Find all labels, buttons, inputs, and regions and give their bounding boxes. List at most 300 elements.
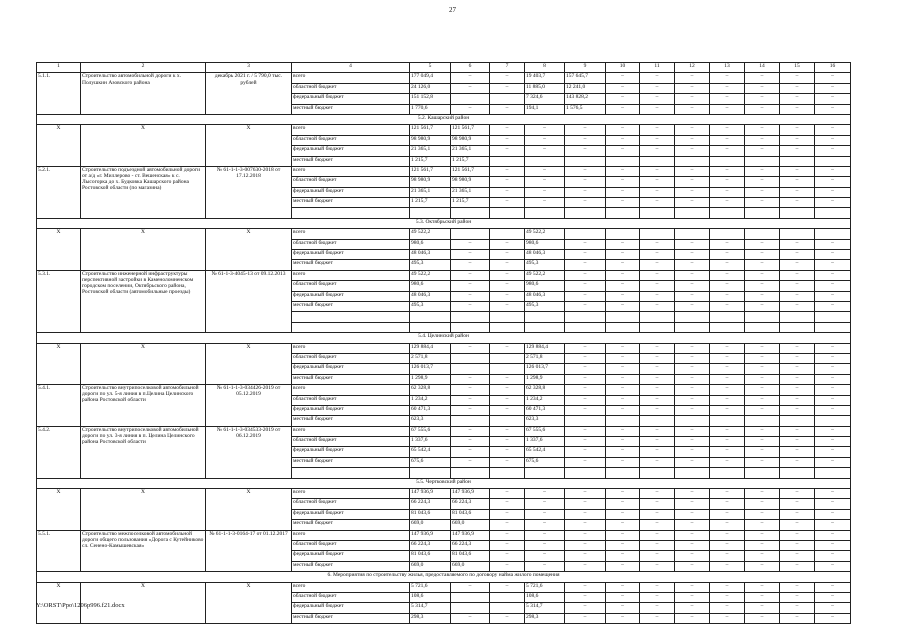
value-cell: – (745, 353, 780, 363)
item-document: № 61-1-3-4045-13 от 09.12.2013 (206, 270, 292, 332)
value-cell (490, 468, 525, 478)
value-cell: – (710, 353, 745, 363)
value-cell (451, 416, 490, 426)
value-cell: – (710, 260, 745, 270)
value-cell: – (675, 135, 710, 145)
item-document: X (206, 582, 292, 624)
value-cell: – (675, 592, 710, 602)
item-document: № 61-1-1-3-034426-2019 от 05.12.2019 (206, 385, 292, 427)
value-cell: – (675, 270, 710, 280)
value-cell (675, 416, 710, 426)
value-cell: 21 365,1 (410, 187, 451, 197)
value-cell (565, 208, 606, 218)
value-cell: – (565, 530, 606, 540)
value-cell: – (745, 146, 780, 156)
value-cell: – (565, 239, 606, 249)
funding-source: федеральный бюджет (292, 250, 410, 260)
funding-source: местный бюджет (292, 260, 410, 270)
value-cell (710, 229, 745, 239)
value-cell: – (606, 187, 640, 197)
value-cell: – (780, 520, 815, 530)
value-cell: – (675, 457, 710, 467)
value-cell: 24 126,0 (410, 83, 451, 93)
value-cell: 81 043,6 (451, 551, 490, 561)
value-cell: – (565, 395, 606, 405)
funding-source: местный бюджет (292, 198, 410, 208)
value-cell: – (745, 426, 780, 436)
value-cell: – (745, 405, 780, 415)
value-cell: – (606, 125, 640, 135)
value-cell: – (815, 343, 851, 353)
value-cell: 66 224,3 (410, 499, 451, 509)
value-cell: 121 561,7 (451, 125, 490, 135)
value-cell (710, 312, 745, 322)
funding-source: федеральный бюджет (292, 94, 410, 104)
value-cell: – (710, 343, 745, 353)
value-cell: – (640, 187, 675, 197)
value-cell: 675,6 (525, 457, 565, 467)
value-cell: – (640, 561, 675, 571)
value-cell: – (640, 385, 675, 395)
value-cell: – (606, 353, 640, 363)
table-row (37, 582, 851, 592)
value-cell: – (606, 94, 640, 104)
value-cell (451, 94, 490, 104)
value-cell: – (525, 187, 565, 197)
value-cell: 1 298,9 (410, 374, 451, 384)
value-cell: – (606, 561, 640, 571)
value-cell: – (640, 509, 675, 519)
value-cell: – (606, 489, 640, 499)
value-cell: – (745, 374, 780, 384)
value-cell: – (490, 520, 525, 530)
table-row (37, 229, 851, 239)
value-cell: – (710, 509, 745, 519)
header-cell: 15 (780, 63, 815, 73)
value-cell: 81 043,6 (451, 509, 490, 519)
value-cell: 2 571,8 (525, 353, 565, 363)
value-cell: – (815, 530, 851, 540)
value-cell (815, 208, 851, 218)
value-cell: – (606, 83, 640, 93)
value-cell (410, 312, 451, 322)
value-cell: – (490, 166, 525, 176)
value-cell: – (815, 135, 851, 145)
value-cell (565, 229, 606, 239)
value-cell: – (640, 104, 675, 114)
header-cell: 4 (292, 63, 410, 73)
value-cell: – (451, 104, 490, 114)
value-cell: – (640, 177, 675, 187)
header-cell: 14 (745, 63, 780, 73)
value-cell: – (745, 551, 780, 561)
funding-source: всего (292, 489, 410, 499)
value-cell: 623,3 (410, 416, 451, 426)
value-cell: – (815, 260, 851, 270)
value-cell: – (745, 613, 780, 623)
value-cell: – (451, 405, 490, 415)
value-cell: – (490, 374, 525, 384)
value-cell (565, 468, 606, 478)
value-cell: – (490, 509, 525, 519)
value-cell: – (780, 561, 815, 571)
value-cell: 147 936,9 (410, 530, 451, 540)
value-cell: 147 936,9 (451, 489, 490, 499)
value-cell: 7 324,6 (525, 94, 565, 104)
value-cell: – (606, 291, 640, 301)
value-cell: – (640, 520, 675, 530)
value-cell: 5 721,6 (410, 582, 451, 592)
value-cell: – (675, 301, 710, 311)
item-document: декабрь 2021 г. / 5 790,0 тыс. рублей (206, 73, 292, 115)
value-cell: – (780, 166, 815, 176)
value-cell: – (565, 509, 606, 519)
value-cell: – (745, 489, 780, 499)
value-cell: – (490, 561, 525, 571)
item-document: X (206, 489, 292, 531)
value-cell: – (815, 457, 851, 467)
value-cell: – (675, 561, 710, 571)
value-cell: 21 365,1 (410, 146, 451, 156)
value-cell: – (780, 281, 815, 291)
value-cell: – (490, 426, 525, 436)
value-cell (745, 208, 780, 218)
value-cell: – (640, 551, 675, 561)
item-name: Строительство межпоселковой автомобильной дороги общего пользования «Дорога с Кутейниково сл. Сенено-Камышевская» (81, 530, 206, 572)
value-cell (675, 229, 710, 239)
value-cell: – (490, 499, 525, 509)
funding-source: местный бюджет (292, 561, 410, 571)
funding-source: федеральный бюджет (292, 603, 410, 613)
value-cell: – (451, 385, 490, 395)
value-cell (525, 312, 565, 322)
value-cell: – (640, 135, 675, 145)
value-cell: – (606, 447, 640, 457)
header-cell: 9 (565, 63, 606, 73)
value-cell: 67 555,6 (410, 426, 451, 436)
value-cell: – (606, 437, 640, 447)
funding-source: местный бюджет (292, 374, 410, 384)
value-cell: 5 314,7 (410, 603, 451, 613)
value-cell (565, 156, 606, 166)
header-cell: 7 (490, 63, 525, 73)
value-cell (815, 156, 851, 166)
funding-source: областной бюджет (292, 395, 410, 405)
value-cell: – (640, 592, 675, 602)
value-cell (710, 156, 745, 166)
budget-table (36, 62, 851, 624)
value-cell (490, 364, 525, 374)
value-cell: 49 522,2 (410, 270, 451, 280)
value-cell (745, 156, 780, 166)
section-title: 5.2. Кашарский район (37, 114, 851, 124)
value-cell: – (745, 260, 780, 270)
value-cell: – (710, 405, 745, 415)
value-cell: 121 561,7 (410, 125, 451, 135)
value-cell: – (815, 613, 851, 623)
value-cell: 1 576,5 (565, 104, 606, 114)
value-cell: – (710, 166, 745, 176)
value-cell: 81 043,6 (410, 509, 451, 519)
value-cell: – (710, 301, 745, 311)
value-cell (451, 312, 490, 322)
value-cell: 147 936,9 (410, 489, 451, 499)
value-cell: 67 555,6 (525, 426, 565, 436)
value-cell: – (675, 603, 710, 613)
value-cell (606, 468, 640, 478)
item-number: 5.4.2. (37, 426, 81, 478)
value-cell: 298,3 (525, 613, 565, 623)
item-name: Строительство автомобильной дороги к х. Полушкин Азовского района (81, 73, 206, 115)
value-cell: – (606, 509, 640, 519)
value-cell (675, 322, 710, 332)
value-cell: – (565, 198, 606, 208)
value-cell: 108,6 (525, 592, 565, 602)
value-cell: – (565, 135, 606, 145)
value-cell: 98 980,9 (451, 135, 490, 145)
value-cell: – (745, 582, 780, 592)
value-cell: – (565, 540, 606, 550)
value-cell: – (565, 374, 606, 384)
value-cell: – (606, 582, 640, 592)
value-cell: – (490, 582, 525, 592)
value-cell: – (815, 551, 851, 561)
value-cell: – (745, 509, 780, 519)
value-cell: – (640, 374, 675, 384)
table-row (37, 385, 851, 395)
value-cell: – (745, 281, 780, 291)
table-row (37, 530, 851, 540)
value-cell: – (451, 291, 490, 301)
value-cell: – (815, 83, 851, 93)
value-cell: 495,3 (525, 260, 565, 270)
value-cell (451, 603, 490, 613)
value-cell (451, 592, 490, 602)
value-cell: – (565, 301, 606, 311)
page-number: 27 (449, 6, 456, 14)
value-cell: – (451, 437, 490, 447)
value-cell: – (710, 291, 745, 301)
value-cell: – (451, 281, 490, 291)
item-number: 5.1.1. (37, 73, 81, 115)
value-cell: – (490, 291, 525, 301)
value-cell: – (745, 177, 780, 187)
funding-source: местный бюджет (292, 520, 410, 530)
funding-source: федеральный бюджет (292, 405, 410, 415)
value-cell (780, 322, 815, 332)
value-cell: – (606, 405, 640, 415)
value-cell: – (565, 405, 606, 415)
value-cell: – (745, 125, 780, 135)
value-cell (780, 416, 815, 426)
item-number: 5.5.1. (37, 530, 81, 572)
value-cell: – (675, 426, 710, 436)
value-cell: – (565, 177, 606, 187)
value-cell: – (640, 250, 675, 260)
value-cell: – (606, 540, 640, 550)
value-cell: – (490, 613, 525, 623)
value-cell: – (451, 374, 490, 384)
header-cell: 16 (815, 63, 851, 73)
item-document: № 61-1-1-3-007630-2018 от 17.12.2018 (206, 166, 292, 218)
value-cell (640, 156, 675, 166)
value-cell: – (745, 385, 780, 395)
value-cell: – (710, 592, 745, 602)
value-cell: – (565, 437, 606, 447)
funding-source: всего (292, 229, 410, 239)
value-cell: 157 645,7 (565, 73, 606, 83)
value-cell: – (640, 166, 675, 176)
value-cell: – (606, 385, 640, 395)
value-cell (640, 229, 675, 239)
value-cell (815, 229, 851, 239)
value-cell: – (815, 509, 851, 519)
value-cell: – (780, 73, 815, 83)
value-cell: – (710, 447, 745, 457)
value-cell: 98 980,9 (451, 177, 490, 187)
header-cell: 10 (606, 63, 640, 73)
value-cell: 49 522,2 (525, 229, 565, 239)
value-cell: – (606, 343, 640, 353)
value-cell: – (710, 83, 745, 93)
section-row (37, 572, 851, 582)
value-cell: – (675, 250, 710, 260)
value-cell: – (675, 177, 710, 187)
value-cell: 126 013,7 (410, 364, 451, 374)
value-cell: – (710, 364, 745, 374)
value-cell (745, 322, 780, 332)
value-cell: – (640, 582, 675, 592)
value-cell: – (815, 592, 851, 602)
value-cell: – (451, 270, 490, 280)
item-number: X (37, 582, 81, 624)
value-cell: – (606, 592, 640, 602)
value-cell: – (815, 270, 851, 280)
value-cell (675, 312, 710, 322)
value-cell: – (780, 395, 815, 405)
value-cell (410, 208, 451, 218)
value-cell: 495,3 (525, 301, 565, 311)
value-cell: 129 884,4 (410, 343, 451, 353)
value-cell: 1 215,7 (451, 156, 490, 166)
value-cell (710, 468, 745, 478)
value-cell: – (780, 198, 815, 208)
value-cell: – (675, 125, 710, 135)
value-cell: – (675, 447, 710, 457)
value-cell: 495,3 (410, 301, 451, 311)
value-cell: – (745, 520, 780, 530)
value-cell: – (606, 395, 640, 405)
value-cell: – (606, 613, 640, 623)
value-cell: – (451, 260, 490, 270)
value-cell (606, 312, 640, 322)
value-cell (490, 312, 525, 322)
value-cell: 98 980,9 (410, 135, 451, 145)
table-row (37, 166, 851, 176)
value-cell: – (606, 177, 640, 187)
funding-source: областной бюджет (292, 353, 410, 363)
value-cell: – (815, 561, 851, 571)
value-cell: – (606, 135, 640, 145)
value-cell: – (451, 83, 490, 93)
funding-source: федеральный бюджет (292, 364, 410, 374)
value-cell: – (606, 457, 640, 467)
value-cell: – (640, 281, 675, 291)
value-cell: – (780, 499, 815, 509)
value-cell: – (710, 613, 745, 623)
item-name: X (81, 125, 206, 167)
value-cell: – (780, 551, 815, 561)
value-cell: – (745, 198, 780, 208)
value-cell: – (710, 457, 745, 467)
value-cell: – (815, 489, 851, 499)
value-cell: – (606, 426, 640, 436)
value-cell (745, 312, 780, 322)
value-cell: – (490, 250, 525, 260)
value-cell: 298,3 (410, 613, 451, 623)
value-cell: – (451, 447, 490, 457)
value-cell: – (675, 146, 710, 156)
value-cell: – (780, 270, 815, 280)
value-cell: – (451, 301, 490, 311)
value-cell: – (815, 125, 851, 135)
value-cell: – (490, 447, 525, 457)
value-cell: – (675, 374, 710, 384)
value-cell (710, 416, 745, 426)
value-cell: – (675, 104, 710, 114)
value-cell: 177 049,4 (410, 73, 451, 83)
value-cell: – (710, 426, 745, 436)
value-cell (606, 322, 640, 332)
value-cell: – (640, 260, 675, 270)
value-cell: 121 561,7 (410, 166, 451, 176)
value-cell (640, 416, 675, 426)
value-cell: 60 471,3 (410, 405, 451, 415)
value-cell: – (640, 364, 675, 374)
value-cell: – (525, 509, 565, 519)
value-cell: – (815, 291, 851, 301)
value-cell: – (565, 281, 606, 291)
value-cell: – (710, 489, 745, 499)
value-cell: – (490, 489, 525, 499)
value-cell: 980,6 (410, 281, 451, 291)
value-cell: – (565, 187, 606, 197)
value-cell: – (780, 104, 815, 114)
value-cell: – (710, 374, 745, 384)
value-cell: – (710, 281, 745, 291)
value-cell: – (451, 613, 490, 623)
value-cell: – (451, 250, 490, 260)
value-cell: – (525, 520, 565, 530)
header-cell: 11 (640, 63, 675, 73)
value-cell: 19 403,7 (525, 73, 565, 83)
value-cell: – (815, 281, 851, 291)
value-cell: – (565, 520, 606, 530)
value-cell: – (565, 551, 606, 561)
value-cell: – (490, 530, 525, 540)
funding-source: областной бюджет (292, 499, 410, 509)
funding-source: всего (292, 385, 410, 395)
value-cell: 48 046,3 (525, 291, 565, 301)
value-cell: – (451, 395, 490, 405)
value-cell: – (640, 125, 675, 135)
funding-source: областной бюджет (292, 177, 410, 187)
table-row (37, 426, 851, 436)
value-cell: – (565, 603, 606, 613)
value-cell: – (745, 94, 780, 104)
value-cell: 5 721,6 (525, 582, 565, 592)
value-cell: – (606, 364, 640, 374)
